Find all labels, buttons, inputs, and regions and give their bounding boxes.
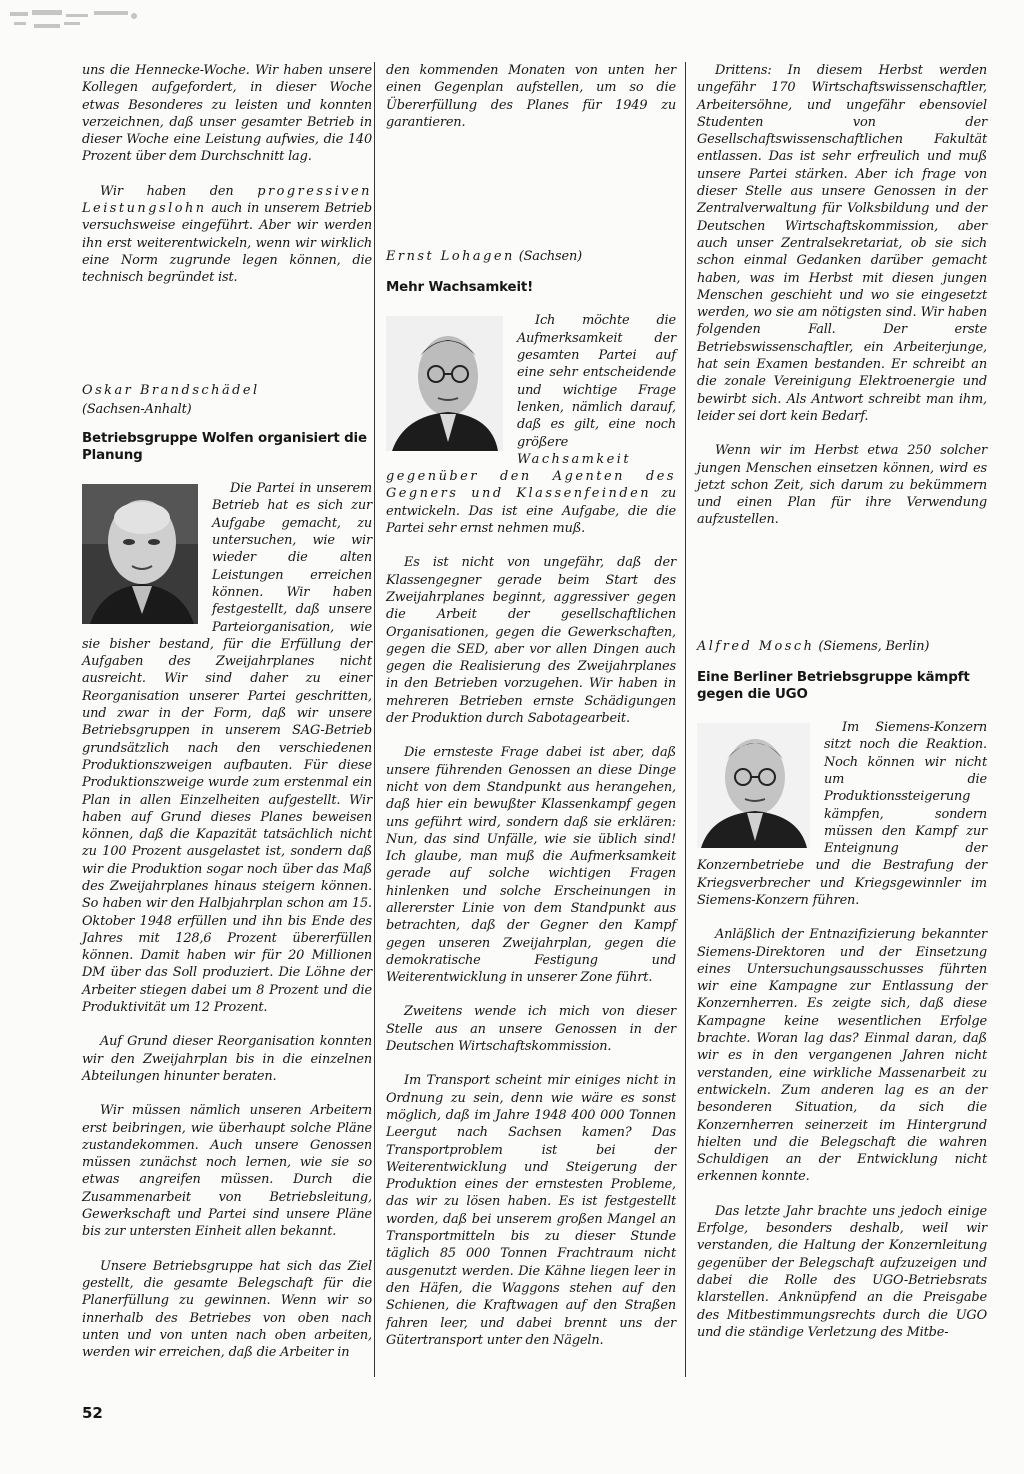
paragraph: Wenn wir im Herbst etwa 250 solcher jungen Menschen einsetzen können, wird es jetzt schon Zeit, sich darum zu bekümmern und einen Plan für ihre Verwendung aufzustellen. [697, 443, 987, 528]
portrait-photo [386, 316, 503, 451]
emphasized-text: Wachsamkeit gegenüber den Agenten des Gegners und Klassenfeinden [386, 451, 676, 502]
portrait-photo [697, 723, 810, 848]
paragraph: Im Siemens-Konzern sitzt noch die Reaktion. Noch können wir nicht um die Produktionssteigerung kämpfen, sondern müssen den Kampf zur Enteignung der Konzernbetriebe und die Bestrafung der Kriegsverbrecher und Kriegsgewinnler im Siemens-Konzern führen. [697, 720, 987, 908]
paragraph: uns die Hennecke-Woche. Wir haben unsere Kollegen aufgefordert, in dieser Woche etwas Besonderes zu leisten und konnten verzeichnen, daß unser gesamter Betrieb in dieser Woche eine Leistung aufwies, die 140 Prozent über dem Durchschnitt lag. [82, 63, 372, 165]
paragraph: Die Partei in unserem Betrieb hat es sich zur Aufgabe gemacht, zu untersuchen, wie wir wieder die alten Leistungen erreichen können. Wir haben festgestellt, daß unsere Parteiorganisation, wie sie bisher bestand, für die Erfüllung der Aufgaben des Zweijahrplanes nicht ausreicht. Wir sind daher zu einer Reorganisation unserer Partei geschritten, und zwar in der Form, daß wir unsere Betriebsgruppen in unserem SAG-Betrieb grundsätzlich nach den verschiedenen Produktionszweigen aufbauten. Für diese Produktionszweige wurde zum erstenmal ein Plan in allen Einzelheiten aufgestellt. Wir haben auf Grund dieses Planes beweisen können, daß die Kapazität tatsächlich nicht zu 100 Prozent ausgelastet ist, sondern daß wir die Produktion sogar noch über das Maß des Zweijahrplanes hinaus steigern können. So haben wir den Halbjahrplan schon am 15. Oktober 1948 erfüllen und ihn bis Ende des Jahres mit 128,6 Prozent übererfüllen können. Damit haben wir für 20 Millionen DM über das Soll produziert. Die Löhne der Arbeiter stiegen dabei um 8 Prozent und die Produktivität um 12 Prozent. [82, 481, 372, 1016]
portrait-photo [82, 484, 198, 624]
column-rule [685, 62, 686, 1377]
paragraph: Das letzte Jahr brachte uns jedoch einige Erfolge, besonders deshalb, weil wir verstanden, die Haltung der Konzernleitung gegenüber der Belegschaft aufzuzeigen und dabei die Rolle des UGO-Betriebsrats klarstellen. Anknüpfend an die Preisgabe des Mitbestimmungsrechts durch die UGO und die ständige Verletzung des Mitbe- [697, 1203, 987, 1340]
paragraph: Drittens: In diesem Herbst werden ungefähr 170 Wirtschaftswissenschaftler, Arbeitersöhne, und ungefähr ebensoviel Studenten von der Gesellschaftswissenschaftlichen Fakultät entlassen. Das ist sehr erfreulich und muß unsere Partei stärken. Aber ich frage von dieser Stelle aus unsere Genossen in der Zentralverwaltung für Volksbildung und der Deutschen Wirtschaftskommission, aber auch unser Zentralsekretariat, ob sie sich schon einmal Gedanken darüber gemacht haben, was im Herbst mit diesen jungen Menschen geschieht und wo sie eingesetzt werden, wo sie am nötigsten sind. Wir haben folgenden Fall. Der erste Betriebswissenschaftler, ein Arbeiterjunge, hat sein Examen bestanden. Er schreibt an die zonale Vereinigung Elektroenergie und bewirbt sich. Als Antwort schreibt man ihm, leider sei dort kein Bedarf. [697, 63, 987, 424]
paragraph: Wir haben den progressiven Leistungslohn auch in unserem Betrieb versuchsweise eingeführt. Aber wir werden ihn erst weiterentwickeln, wenn wir wirklich eine Norm zugrunde legen können, die technisch begründet ist. [82, 183, 372, 286]
column-left [82, 62, 372, 1378]
paragraph: Die ernsteste Frage dabei ist aber, daß unsere führenden Genossen an diese Dinge nicht von dem Standpunkt aus herangehen, daß hier ein bewußter Klassenkampf gegen uns geführt wird, sondern daß sie erklären: Nun, das sind Unfälle, wie sie üblich sind! Ich glaube, man muß die Aufmerksamkeit gerade auf solche wichtigen Fragen hinlenken und solche Erscheinungen in allererster Linie von dem Standpunkt aus betrachten, daß der Gegner den Kampf gegen unseren Zweijahrplan, gegen die demokratische Festigung und Weiterentwicklung in unserer Zone führt. [386, 745, 676, 986]
paragraph: Ich möchte die Aufmerksamkeit der gesamten Partei auf eine sehr entscheidende und wichtige Frage lenken, nämlich darauf, daß es gilt, eine noch größere Wachsamkeit gegenüber den Agenten des Gegners und Klassenfeinden zu entwickeln. Das ist eine Aufgabe, die die Partei sehr ernst nehmen muß. [386, 313, 676, 537]
section-heading: Eine Berliner Betriebsgruppe kämpft gegen die UGO [697, 670, 970, 703]
paragraph: Unsere Betriebsgruppe hat sich das Ziel gestellt, die gesamte Belegschaft für die Planerfüllung zu gewinnen. Wenn wir so innerhalb des Betriebes von oben nach unten und von unten nach oben arbeiten, werden wir erreichen, daß die Arbeiter in [82, 1258, 372, 1361]
paragraph: Im Transport scheint mir einiges nicht in Ordnung zu sein, denn wie wäre es sonst möglich, daß im Jahre 1948 400 000 Tonnen Leergut nach Sachsen kamen? Das Transportproblem ist bei der Weiterentwicklung und Steigerung der Produktion eines der ernstesten Probleme, das wir zu lösen haben. Es ist festgestellt worden, daß bei unserem großen Mangel an Transportmitteln bis zu dieser Stunde täglich 85 000 Tonnen Frachtraum nicht ausgenutzt werden. Die Kähne liegen leer in den Häfen, die Waggons stehen auf den Schienen, die Kraftwagen auf den Straßen fahren leer, und dabei brennt uns der Gütertransport unter den Nägeln. [386, 1073, 676, 1348]
page-number: 52 [82, 1404, 103, 1422]
paragraph: Anläßlich der Entnazifizierung bekannter Siemens-Direktoren und der Einsetzung eines Untersuchungsausschusses führten wir eine Kampagne zur Entlassung der Konzernherren. Es zeigte sich, daß diese Kampagne keine wesentlichen Erfolge brachte. Woran lag das? Einmal daran, daß wir es in den vergangenen Jahren nicht verstanden, eine wirkliche Massenarbeit zu entwickeln. Zum anderen lag es an der besonderen Situation, da sich die Konzernherren seinerzeit im Hintergrund hielten und die Belegschaft die wahren Schuldigen an der Entwicklung nicht erkennen konnte. [697, 927, 987, 1185]
column-middle [386, 62, 676, 1366]
paragraph: Zweitens wende ich mich von dieser Stelle aus an unsere Genossen in der Deutschen Wirtschaftskommission. [386, 1004, 676, 1055]
section-heading: Mehr Wachsamkeit! [386, 280, 534, 296]
author-line: Alfred Mosch (Siemens, Berlin) [697, 638, 930, 654]
column-right [697, 62, 987, 1358]
library-stamp [4, 2, 154, 42]
column-rule [374, 62, 375, 1377]
paragraph: Es ist nicht von ungefähr, daß der Klassengegner gerade beim Start des Zweijahrplanes beginnt, aggressiver gegen die Arbeit der gesellschaftlichen Organisationen, gegen die Gewerkschaften, gegen die SED, aber vor allen Dingen auch gegen die Realisierung des Zweijahrplanes in den Betrieben vorzugehen. Wir haben in mehreren Betrieben ernste Schädigungen der Produktion durch Sabotagearbeit. [386, 555, 676, 727]
section-heading: Betriebsgruppe Wolfen organisiert die Planung [82, 431, 367, 464]
paragraph: Wir müssen nämlich unseren Arbeitern erst beibringen, wie überhaupt solche Pläne zustandekommen. Auch unsere Genossen müssen zunächst noch lernen, wie sie so etwas angreifen müssen. Durch die Zusammenarbeit von Betriebsleitung, Gewerkschaft und Partei sind unsere Pläne bis zur untersten Einheit allen bekannt. [82, 1103, 372, 1240]
author-line: Ernst Lohagen (Sachsen) [386, 249, 583, 265]
author-name: Oskar Brandschädel [82, 382, 260, 398]
emphasized-text: progressiven Leistungslohn [82, 183, 372, 217]
paragraph: den kommenden Monaten von unten her einen Gegenplan aufstellen, um so die Übererfüllung des Planes für 1949 zu garantieren. [386, 63, 676, 130]
author-region: (Sachsen-Anhalt) [82, 401, 192, 417]
paragraph: Auf Grund dieser Reorganisation konnten wir den Zweijahrplan bis in die einzelnen Abteilungen hinunter beraten. [82, 1034, 372, 1084]
